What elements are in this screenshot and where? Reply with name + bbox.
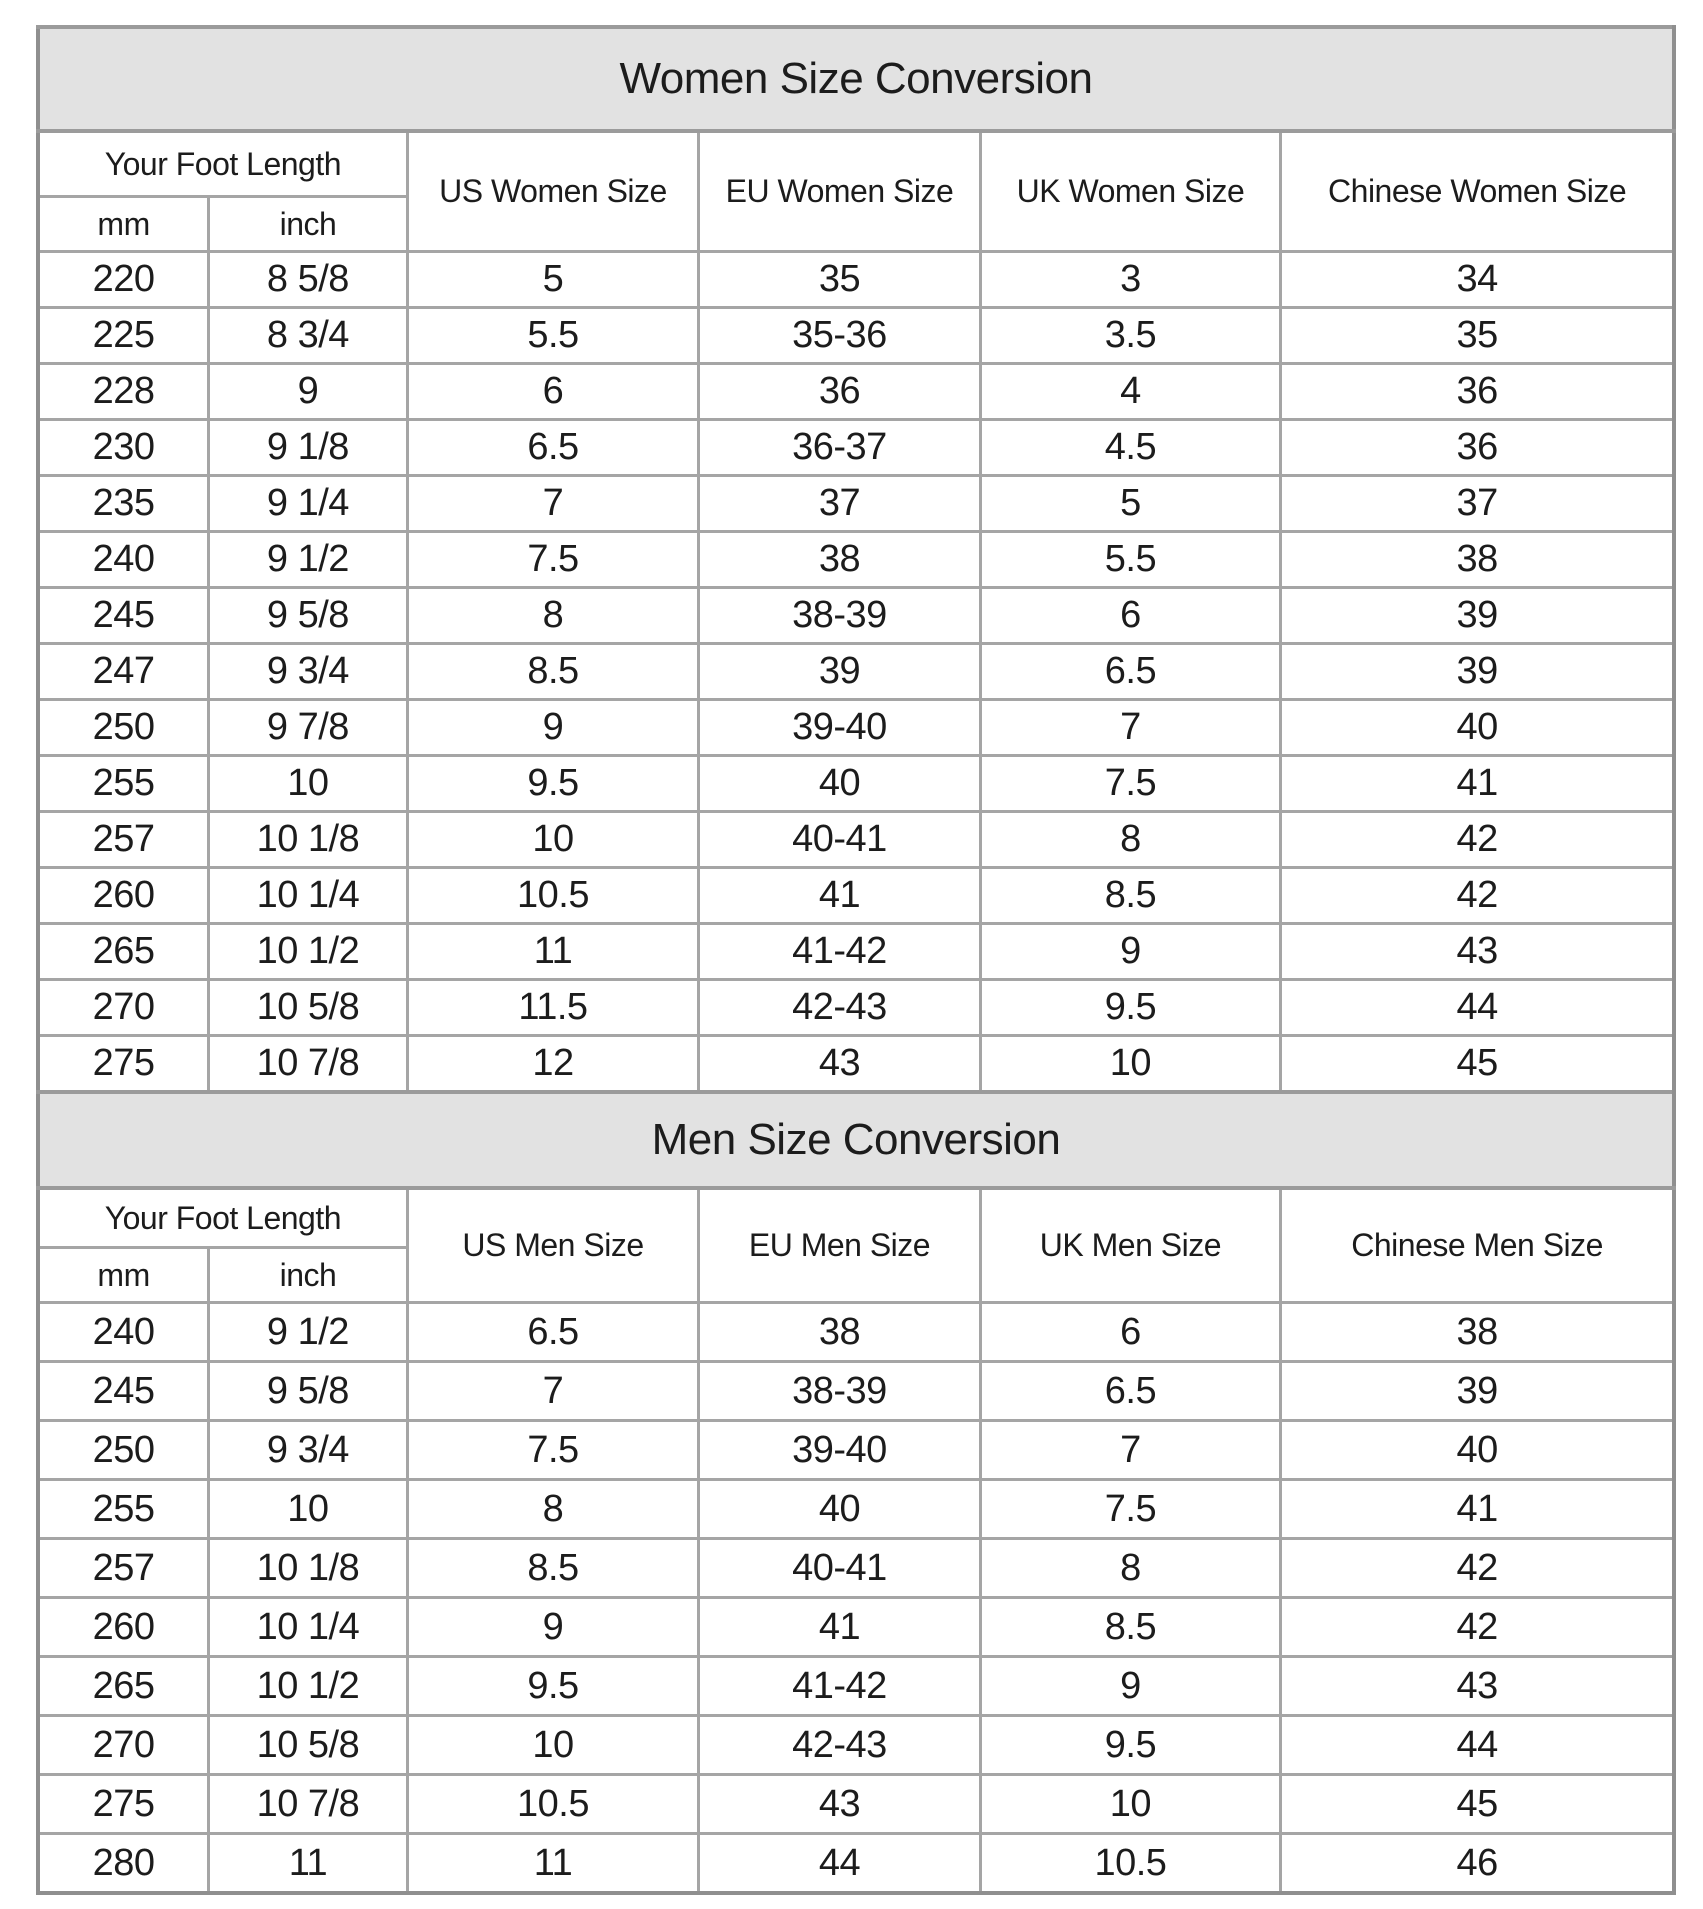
table-row <box>38 1362 1674 1421</box>
table-cell: 10 1/2 <box>209 1657 408 1716</box>
table-cell: 5.5 <box>980 532 1281 588</box>
table-cell: 6.5 <box>980 644 1281 700</box>
table-cell: 9.5 <box>407 756 699 812</box>
women-uk-size-header: UK Women Size <box>980 131 1281 252</box>
table-cell: 42 <box>1281 868 1674 924</box>
table-cell: 44 <box>699 1834 980 1894</box>
table-cell: 255 <box>38 1480 209 1539</box>
table-cell: 9 <box>980 924 1281 980</box>
table-cell: 42 <box>1281 1539 1674 1598</box>
table-cell: 270 <box>38 1716 209 1775</box>
table-cell: 275 <box>38 1775 209 1834</box>
table-cell: 39 <box>1281 644 1674 700</box>
table-cell: 43 <box>1281 1657 1674 1716</box>
table-row <box>38 1421 1674 1480</box>
table-cell: 42 <box>1281 1598 1674 1657</box>
table-cell: 10 <box>209 756 408 812</box>
table-cell: 38 <box>1281 1303 1674 1362</box>
table-row <box>38 1480 1674 1539</box>
table-cell: 10 1/4 <box>209 1598 408 1657</box>
table-cell: 10 5/8 <box>209 980 408 1036</box>
table-cell: 40 <box>1281 700 1674 756</box>
table-cell: 41 <box>699 868 980 924</box>
table-cell: 8.5 <box>407 1539 699 1598</box>
table-row <box>38 812 1674 868</box>
women-mm-header: mm <box>38 197 209 252</box>
table-cell: 38-39 <box>699 1362 980 1421</box>
table-row <box>38 700 1674 756</box>
table-cell: 6 <box>407 364 699 420</box>
table-cell: 38-39 <box>699 588 980 644</box>
men-uk-size-header: UK Men Size <box>980 1188 1281 1303</box>
table-cell: 8 <box>407 1480 699 1539</box>
table-cell: 7.5 <box>980 756 1281 812</box>
table-cell: 8 5/8 <box>209 252 408 308</box>
table-row <box>38 1303 1674 1362</box>
size-conversion-table <box>36 25 1676 1895</box>
table-row <box>38 308 1674 364</box>
women-foot-length-header: Your Foot Length <box>38 131 407 197</box>
table-cell: 260 <box>38 1598 209 1657</box>
men-table-title: Men Size Conversion <box>38 1092 1674 1188</box>
table-cell: 10 7/8 <box>209 1036 408 1093</box>
table-cell: 36-37 <box>699 420 980 476</box>
table-cell: 235 <box>38 476 209 532</box>
table-cell: 250 <box>38 1421 209 1480</box>
table-cell: 43 <box>1281 924 1674 980</box>
table-row <box>38 420 1674 476</box>
table-cell: 41 <box>1281 756 1674 812</box>
men-foot-length-header: Your Foot Length <box>38 1188 407 1248</box>
table-row <box>38 588 1674 644</box>
table-cell: 220 <box>38 252 209 308</box>
men-mm-header: mm <box>38 1248 209 1303</box>
table-cell: 38 <box>699 532 980 588</box>
table-cell: 7.5 <box>407 1421 699 1480</box>
women-inch-header: inch <box>209 197 408 252</box>
table-cell: 41-42 <box>699 924 980 980</box>
table-cell: 8 3/4 <box>209 308 408 364</box>
table-cell: 245 <box>38 588 209 644</box>
table-cell: 9 1/4 <box>209 476 408 532</box>
table-cell: 10 5/8 <box>209 1716 408 1775</box>
table-cell: 6.5 <box>407 420 699 476</box>
table-cell: 5.5 <box>407 308 699 364</box>
table-cell: 39 <box>1281 588 1674 644</box>
table-cell: 225 <box>38 308 209 364</box>
table-cell: 245 <box>38 1362 209 1421</box>
men-header-row-1 <box>38 1188 1674 1248</box>
table-cell: 5 <box>407 252 699 308</box>
table-cell: 43 <box>699 1775 980 1834</box>
table-cell: 39-40 <box>699 1421 980 1480</box>
table-cell: 9 5/8 <box>209 1362 408 1421</box>
table-cell: 8 <box>980 812 1281 868</box>
table-cell: 9.5 <box>407 1657 699 1716</box>
table-cell: 6.5 <box>980 1362 1281 1421</box>
table-cell: 40 <box>699 756 980 812</box>
table-cell: 240 <box>38 532 209 588</box>
table-cell: 10.5 <box>407 1775 699 1834</box>
table-cell: 7 <box>980 1421 1281 1480</box>
women-header-row-1 <box>38 131 1674 197</box>
table-cell: 41 <box>1281 1480 1674 1539</box>
table-cell: 10 7/8 <box>209 1775 408 1834</box>
table-cell: 10 <box>209 1480 408 1539</box>
women-chinese-size-header: Chinese Women Size <box>1281 131 1674 252</box>
table-cell: 11 <box>407 1834 699 1894</box>
table-cell: 9 <box>980 1657 1281 1716</box>
table-cell: 35-36 <box>699 308 980 364</box>
table-cell: 7.5 <box>407 532 699 588</box>
table-cell: 44 <box>1281 1716 1674 1775</box>
table-cell: 11 <box>407 924 699 980</box>
table-cell: 9 <box>407 1598 699 1657</box>
table-cell: 9.5 <box>980 1716 1281 1775</box>
table-cell: 9.5 <box>980 980 1281 1036</box>
table-cell: 7 <box>980 700 1281 756</box>
table-cell: 37 <box>1281 476 1674 532</box>
table-row <box>38 980 1674 1036</box>
table-cell: 8.5 <box>407 644 699 700</box>
table-cell: 11 <box>209 1834 408 1894</box>
table-cell: 9 1/2 <box>209 1303 408 1362</box>
table-cell: 40-41 <box>699 812 980 868</box>
table-cell: 10.5 <box>980 1834 1281 1894</box>
table-cell: 40 <box>699 1480 980 1539</box>
table-cell: 6 <box>980 588 1281 644</box>
table-cell: 38 <box>699 1303 980 1362</box>
table-cell: 45 <box>1281 1036 1674 1093</box>
table-cell: 45 <box>1281 1775 1674 1834</box>
table-cell: 9 <box>209 364 408 420</box>
table-row <box>38 756 1674 812</box>
table-cell: 6 <box>980 1303 1281 1362</box>
table-cell: 10 1/2 <box>209 924 408 980</box>
table-row <box>38 1036 1674 1093</box>
table-cell: 10 <box>407 812 699 868</box>
table-row <box>38 644 1674 700</box>
table-cell: 260 <box>38 868 209 924</box>
women-title-row <box>38 27 1674 131</box>
men-eu-size-header: EU Men Size <box>699 1188 980 1303</box>
table-cell: 43 <box>699 1036 980 1093</box>
table-cell: 8 <box>980 1539 1281 1598</box>
table-cell: 4 <box>980 364 1281 420</box>
table-cell: 7 <box>407 476 699 532</box>
table-cell: 12 <box>407 1036 699 1093</box>
table-cell: 10 1/8 <box>209 1539 408 1598</box>
table-cell: 257 <box>38 1539 209 1598</box>
table-cell: 255 <box>38 756 209 812</box>
table-row <box>38 1657 1674 1716</box>
table-cell: 9 1/8 <box>209 420 408 476</box>
table-row <box>38 1539 1674 1598</box>
table-cell: 6.5 <box>407 1303 699 1362</box>
table-cell: 36 <box>1281 420 1674 476</box>
table-cell: 39 <box>699 644 980 700</box>
table-cell: 39 <box>1281 1362 1674 1421</box>
table-cell: 3.5 <box>980 308 1281 364</box>
table-cell: 3 <box>980 252 1281 308</box>
table-cell: 10 1/4 <box>209 868 408 924</box>
table-cell: 228 <box>38 364 209 420</box>
table-cell: 9 3/4 <box>209 644 408 700</box>
table-cell: 9 5/8 <box>209 588 408 644</box>
women-eu-size-header: EU Women Size <box>699 131 980 252</box>
table-cell: 10 <box>980 1775 1281 1834</box>
table-row <box>38 924 1674 980</box>
table-cell: 36 <box>699 364 980 420</box>
table-cell: 9 <box>407 700 699 756</box>
table-cell: 8.5 <box>980 1598 1281 1657</box>
table-cell: 34 <box>1281 252 1674 308</box>
table-cell: 270 <box>38 980 209 1036</box>
table-cell: 250 <box>38 700 209 756</box>
table-cell: 41-42 <box>699 1657 980 1716</box>
table-row <box>38 1598 1674 1657</box>
table-row <box>38 532 1674 588</box>
table-cell: 8 <box>407 588 699 644</box>
table-cell: 44 <box>1281 980 1674 1036</box>
women-table-title: Women Size Conversion <box>38 27 1674 131</box>
table-cell: 8.5 <box>980 868 1281 924</box>
men-chinese-size-header: Chinese Men Size <box>1281 1188 1674 1303</box>
table-cell: 275 <box>38 1036 209 1093</box>
table-cell: 10 <box>980 1036 1281 1093</box>
table-row <box>38 868 1674 924</box>
table-cell: 7 <box>407 1362 699 1421</box>
table-cell: 9 3/4 <box>209 1421 408 1480</box>
table-cell: 41 <box>699 1598 980 1657</box>
table-cell: 42-43 <box>699 1716 980 1775</box>
table-cell: 11.5 <box>407 980 699 1036</box>
table-cell: 35 <box>1281 308 1674 364</box>
table-cell: 10.5 <box>407 868 699 924</box>
table-row <box>38 364 1674 420</box>
table-cell: 40-41 <box>699 1539 980 1598</box>
table-cell: 265 <box>38 1657 209 1716</box>
table-cell: 36 <box>1281 364 1674 420</box>
table-cell: 40 <box>1281 1421 1674 1480</box>
table-cell: 4.5 <box>980 420 1281 476</box>
table-row <box>38 1775 1674 1834</box>
table-row <box>38 252 1674 308</box>
table-row <box>38 476 1674 532</box>
table-cell: 280 <box>38 1834 209 1894</box>
table-cell: 247 <box>38 644 209 700</box>
table-cell: 10 <box>407 1716 699 1775</box>
table-cell: 42-43 <box>699 980 980 1036</box>
table-cell: 7.5 <box>980 1480 1281 1539</box>
men-inch-header: inch <box>209 1248 408 1303</box>
table-cell: 265 <box>38 924 209 980</box>
table-cell: 38 <box>1281 532 1674 588</box>
table-row <box>38 1834 1674 1894</box>
table-cell: 39-40 <box>699 700 980 756</box>
table-cell: 37 <box>699 476 980 532</box>
table-cell: 9 7/8 <box>209 700 408 756</box>
table-cell: 257 <box>38 812 209 868</box>
table-cell: 42 <box>1281 812 1674 868</box>
table-cell: 9 1/2 <box>209 532 408 588</box>
women-us-size-header: US Women Size <box>407 131 699 252</box>
table-cell: 46 <box>1281 1834 1674 1894</box>
men-title-row <box>38 1092 1674 1188</box>
table-row <box>38 1716 1674 1775</box>
table-cell: 35 <box>699 252 980 308</box>
table-cell: 5 <box>980 476 1281 532</box>
table-cell: 230 <box>38 420 209 476</box>
table-cell: 240 <box>38 1303 209 1362</box>
men-us-size-header: US Men Size <box>407 1188 699 1303</box>
table-cell: 10 1/8 <box>209 812 408 868</box>
